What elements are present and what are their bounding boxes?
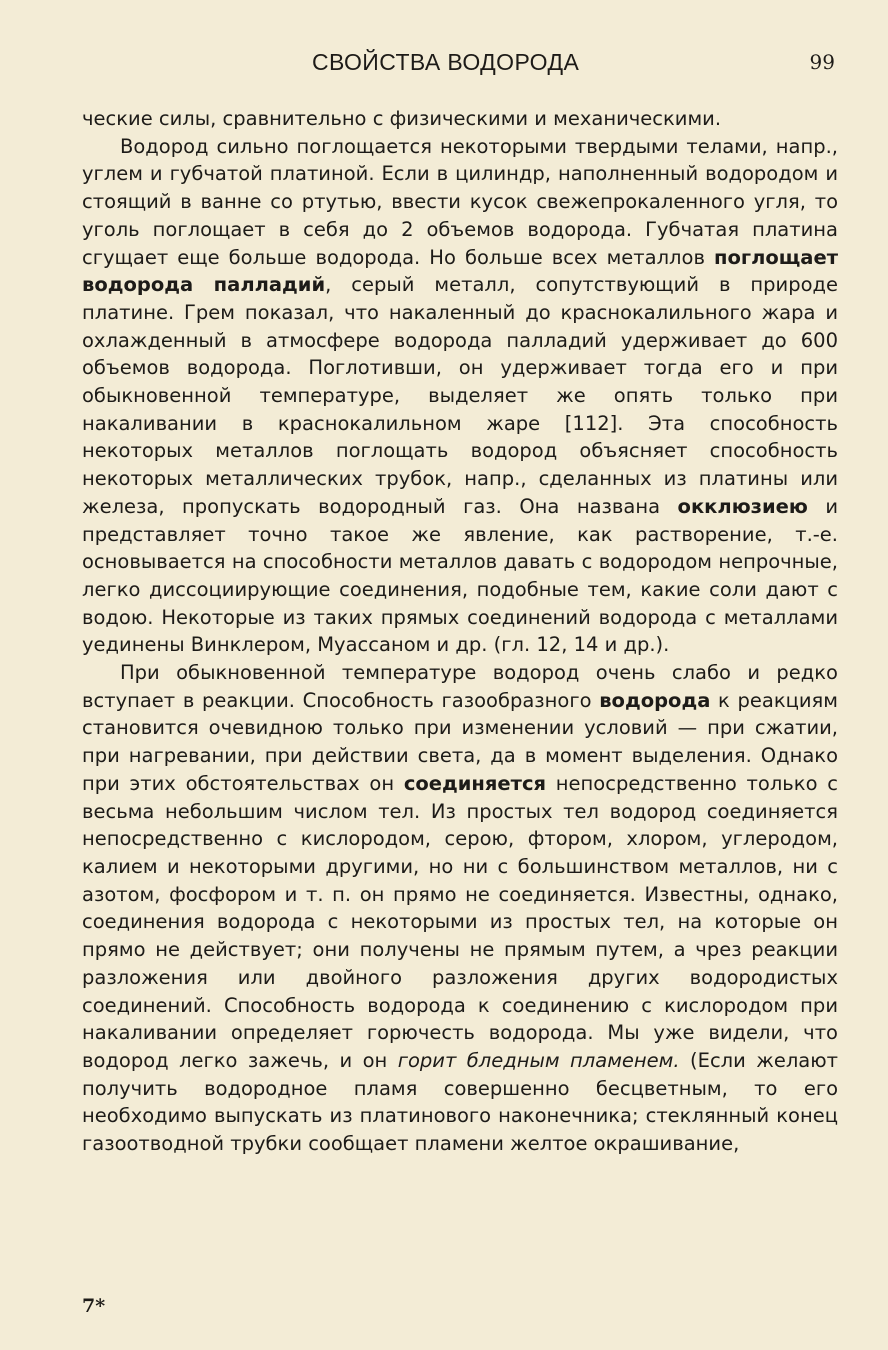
page-number: 99 [809, 50, 835, 74]
text-run: , серый металл, сопутствующий в природе платине. Грем показал, что накаленный до краснокалильного жара и охлажденный в атмосфере водорода палладий удерживает до 600 объемов водорода. Поглотивши, он удерживает тогда его и при обыкновенной температуре, выделяет же опять только при накаливании в краснокалильном жаре [112]. Эта способность некоторых металлов поглощать водород объясняет способность некоторых металлических трубок, напр., сделанных из платины или железа, пропускать водородный газ. Она названа [82, 273, 838, 518]
bold-term: водорода [599, 688, 711, 712]
text-run: При обыкновенной температуре водород очень слабо и редко вступает в реакции. Способность газообразного [82, 661, 838, 712]
text-run: и представляет точно такое же явление, как растворение, т.-е. основывается на способности металлов давать с водородом непрочные, легко диссоциирующие соединения, подобные тем, какие соли дают с водою. Некоторые из таких прямых соединений водорода с металлами уединены Винклером, Муассаном и др. (гл. 12, 14 и др.). [82, 494, 838, 657]
bold-term: поглощает водорода палладий [82, 245, 838, 297]
page-header [82, 46, 838, 82]
paragraph-p1 [82, 105, 838, 133]
bold-term: окклюзиею [677, 494, 808, 518]
bold-term: соединяется [403, 771, 547, 795]
paragraph-p3 [82, 659, 838, 1158]
body-text [82, 105, 838, 1158]
text-run: (Если желают получить водородное пламя совершенно бесцветным, то его необходимо выпускать из платинового наконечника; стеклянный конец газоотводной трубки сообщает пламени желтое окрашивание, [82, 1048, 839, 1156]
text-run: непосредственно только с весьма небольшим числом тел. Из простых тел водород соединяется непосредственно с кислородом, серою, фтором, хлором, углеродом, калием и некоторыми другими, но ни с большинством металлов, ни с азотом, фосфором и т. п. он прямо не соединяется. Известны, однако, соединения водорода с некоторыми из простых тел, на которые он прямо не действует; они получены не прямым путем, а чрез реакции разложения или двойного разложения других водородистых соединений. Способность водорода к соединению с кислородом при накаливании определяет горючесть водорода. Мы уже видели, что водород легко зажечь, и он [82, 771, 838, 1072]
text-run: к реакциям становится очевидною только при изменении условий — при сжатии, при нагревании, при действии света, да в момент выделения. Однако при этих обстоятельствах он [82, 688, 838, 795]
signature-mark: 7* [82, 1295, 106, 1317]
italic-phrase: горит бледным пламенем. [397, 1048, 680, 1072]
text-run: Водород сильно поглощается некоторыми твердыми телами, напр., углем и губчатой платиной. Если в цилиндр, наполненный водородом и стоящий в ванне со ртутью, ввести кусок свежепрокаленного угля, то уголь поглощает в себя до 2 объемов водорода. Губчатая платина сгущает еще больше водорода. Но больше всех металлов [82, 134, 838, 269]
running-title: СВОЙСТВА ВОДОРОДА [312, 49, 580, 75]
text-run: ческие силы, сравнительно с физическими и механическими. [82, 107, 722, 130]
paragraph-p2 [82, 133, 838, 659]
